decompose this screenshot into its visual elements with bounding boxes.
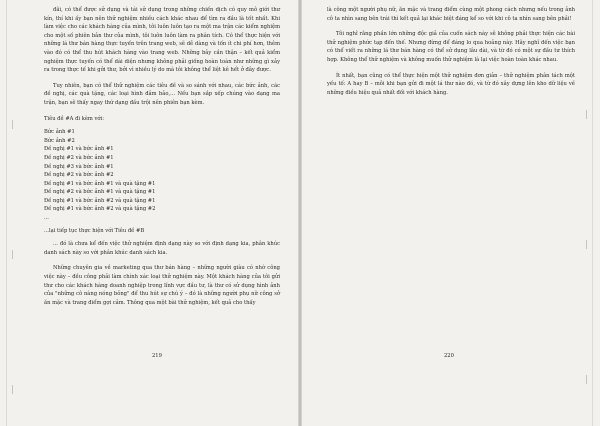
paragraph: Tuy nhiên, bạn có thể thử nghiệm các tiêu đề và so sánh với nhau, các bức ảnh, các đề nghị, các quà tặng, các loại hình đảm bảo,... Nếu bạn sắp xếp chúng vào dạng ma trận, bạn sẽ thấy ngay thứ dạng đầu trội nên phiên bạn kèm.	[44, 82, 280, 106]
paragraph: đãi, có thể được sử dụng và tái sử dụng trong những chiến dịch có quy mô giới thư kín, thí khi ấy bạn nên thử nghiệm nhiều cách khác nhau để tìm ra đầu là tốt nhất. Khi làm việc cho các khách hàng của mình, tôi luôn luôn tạo ra một ma trận các kiểm nghiệm cho một số phiên bản thư của mình, tôi luôn luôn làm ra phân tích. Có thể thực hiện với những lá thư bán hàng thực tuyến trên trang web, sẽ dễ dàng và tốn ít chi phí hơn, thêm vào đó có thể thu hút khách hàng vào trang web. Những bảy cần thận – kết quả kiểm nghiệm thực tuyến có thể dài diện nhưng không phải giống hoàn toàn như những gì xảy ra trong thực tế khi gửi thư, bởi vì nhiều lý do mà tôi không thể liệt kê hết ở đây được.	[44, 7, 280, 74]
list-item: Đề nghị #2 và bức ảnh #1	[44, 154, 114, 161]
left-page-text	[44, 6, 280, 314]
scan-mark	[586, 240, 587, 249]
list-item: Đề nghị #2 và bức ảnh #2	[44, 172, 114, 179]
scan-mark	[12, 385, 13, 394]
continuation-line: ...lại tiếp tục thực hiện với Tiêu đề #B	[44, 227, 145, 234]
paragraph: là công một người phụ nữ, ăn mặc và trang điểm cùng một phong cách nhưng nếu trong ảnh cô ta nhìn sang bên trái thì kết quả lại khác biệt đáng kể so với khi cô ta nhìn sang bên phải!	[327, 7, 575, 22]
list-item: Đề nghị #3 và bức ảnh #1	[44, 163, 114, 170]
scan-mark	[12, 120, 13, 129]
list-item: Đề nghị #1 và bức ảnh #2 và quà tặng #1	[44, 197, 156, 204]
right-page-text	[327, 6, 575, 104]
page-number: 220	[444, 353, 454, 359]
page-number: 219	[152, 353, 162, 359]
paragraph: ... đó là chưa kể đến việc thử nghiệm định dạng này so với định dạng kia, phân khúc danh sách này so với phân khúc danh sách kia.	[44, 241, 280, 256]
list-item: Đề nghị #1 và bức ảnh #1 và quà tặng #1	[44, 180, 156, 187]
paragraph: Tôi nghĩ rằng phần lớn những độc giả của cuốn sách này sẽ không phải thực hiện các bài thử nghiệm phức tạp đến thế. Nhưng đừng để đáng lo qua hoảng này. Hãy nghĩ đến việc bạn có thể viết ra những lá thư bán hàng có thể sử dụng lâu dài, và từ đó có một sự đầu tư thích hợp. Không thể thử nghiệm và không muốn thử nghiệm là lại việc hoàn toàn khác nhau.	[327, 31, 575, 63]
list-item: Đề nghị #1 và bức ảnh #2 và quà tặng #2	[44, 206, 156, 213]
paragraph: Ít nhất, bạn cũng có thể thực hiện một thử nghiệm đơn giản – thử nghiệm phân tách một yếu tố: A hay B – mỗi khi bạn gửi đi một lá thư nào đó, và từ đó xây dựng lên kho dữ liệu về những điều hiệu quả nhất đối với khách hàng.	[327, 72, 575, 96]
list-item: Đề nghị #1 và bức ảnh #1	[44, 146, 114, 153]
list-item: ...	[44, 215, 49, 222]
right-page	[302, 0, 600, 426]
paragraph: Những chuyên gia về marketing qua thư bán hàng – những người giàu có nhờ công việc này – đều công phải làm chính xác loại thử nghiệm này. Một khách hàng của tôi gửi thư cho các khách hàng doanh nghiệp trong lĩnh vực đầu tư, là thư có sử dụng hình ảnh của "những cô nàng nóng bỏng" để thu hút sự chú ý – đó là những người phụ nữ công sở ăn mặc và trang điểm gợi cảm. Thông qua một bài thử nghiệm, kết quả cho thấy	[44, 265, 280, 306]
list-item: Đề nghị #2 và bức ảnh #1 và quà tặng #1	[44, 189, 156, 196]
list-item: Bức ảnh #1	[44, 129, 75, 136]
list-intro: Tiêu đề #A đi kèm với:	[44, 115, 104, 122]
scan-mark	[12, 250, 13, 259]
list-item: Bức ảnh #2	[44, 137, 75, 144]
left-page	[0, 0, 298, 426]
scan-mark	[586, 110, 587, 119]
test-matrix-list	[44, 128, 280, 223]
scan-mark	[586, 375, 587, 384]
